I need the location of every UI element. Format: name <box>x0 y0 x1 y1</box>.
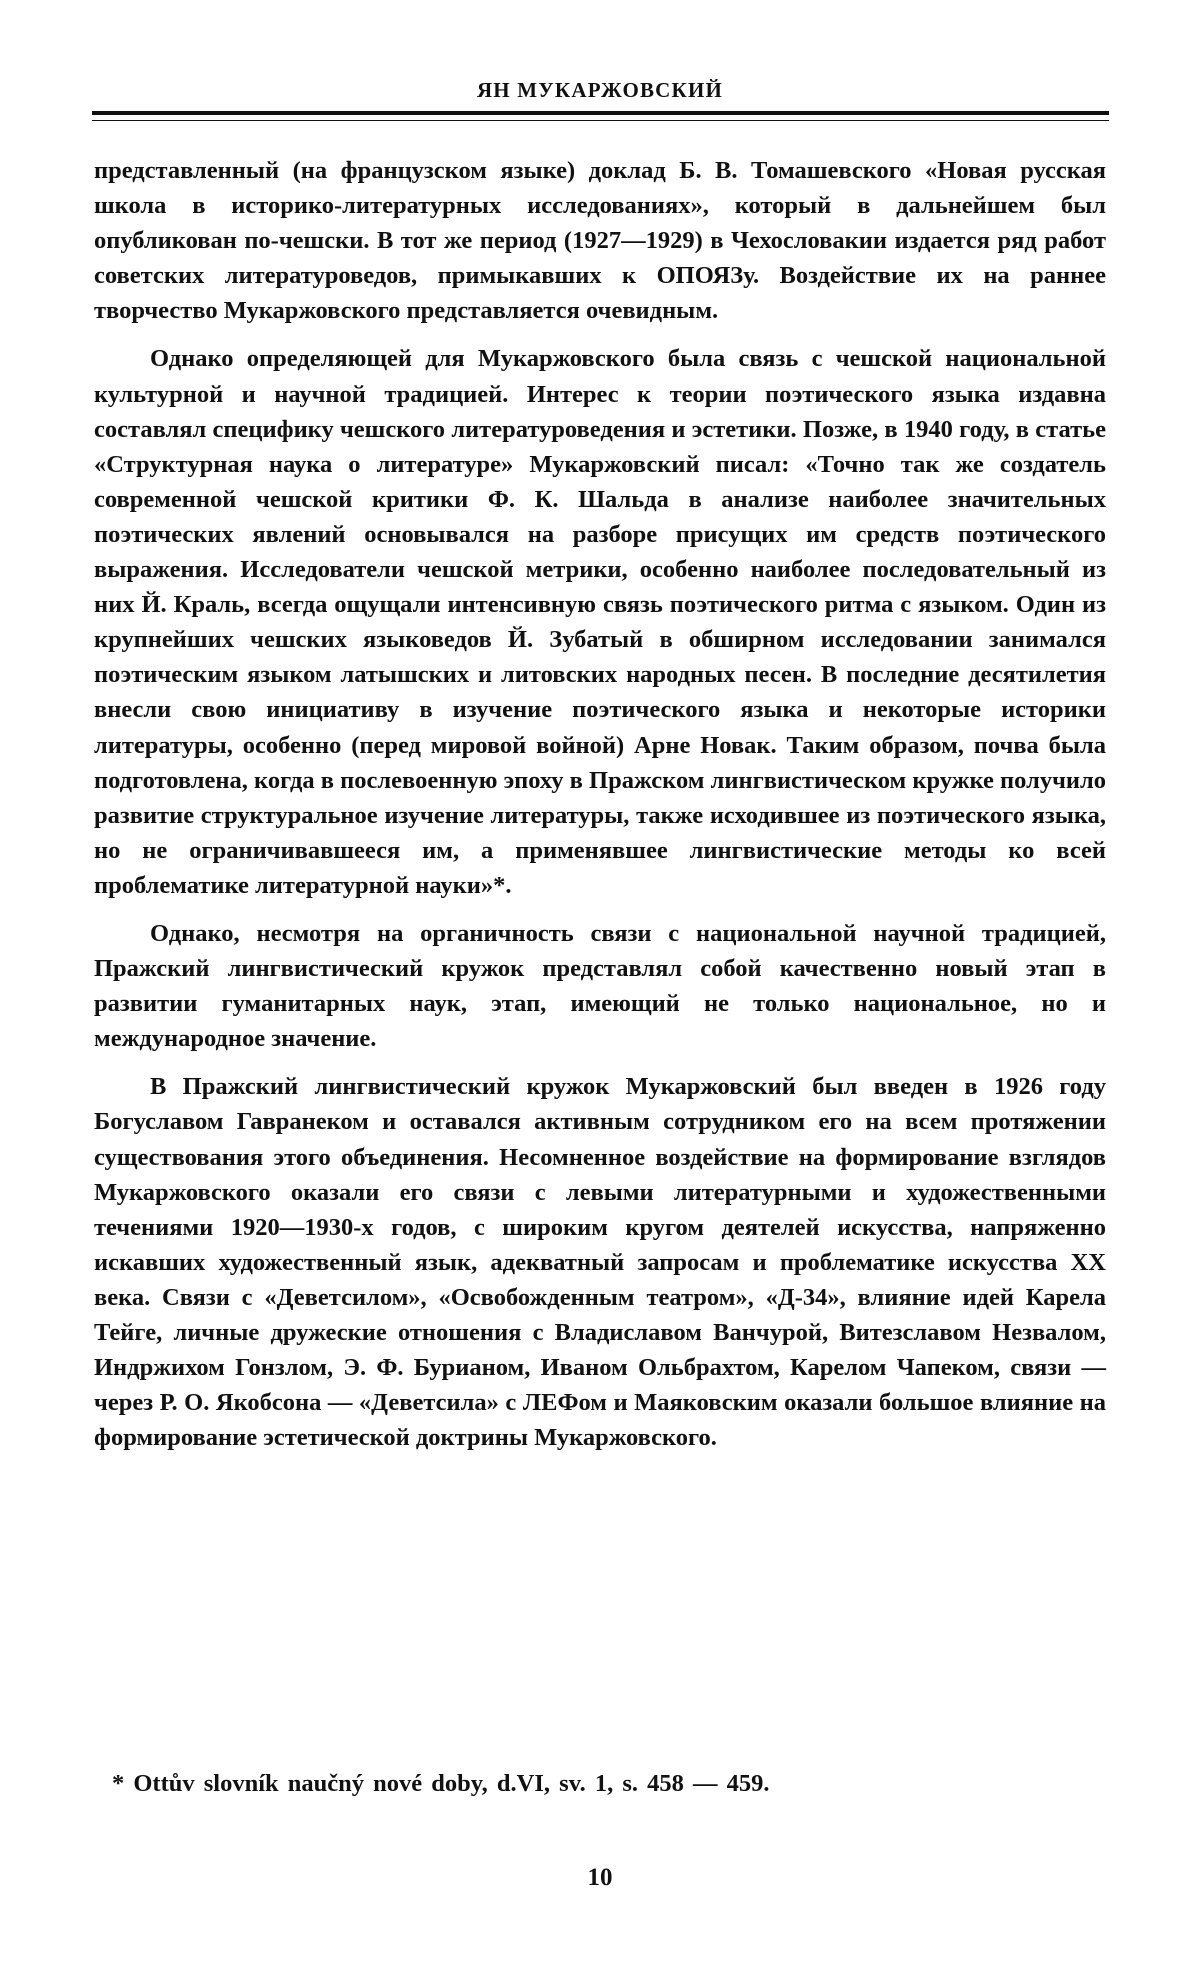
paragraph-continued: представленный (на французском языке) доклад Б. В. Томашевского «Новая русская школа в историко-литературных исследованиях», который в дальнейшем был опубликован по-чешски. В тот же период (1927—1929) в Чехословакии издается ряд работ советских литературоведов, примыкавших к ОПОЯЗу. Воздействие их на раннее творчество Мукаржовского представляется очевидным. <box>94 157 1106 325</box>
page-number: 10 <box>587 1864 613 1891</box>
paragraph: Однако определяющей для Мукаржовского была связь с чешской национальной культурной и научной традицией. Интерес к теории поэтического языка издавна составлял специфику чешского литературоведения и эстетики. Позже, в 1940 году, в статье «Структурная наука о литературе» Мукаржовский писал: «Точно так же создатель современной чешской критики Ф. К. Шальда в анализе наиболее значительных поэтических явлений основывался на разборе присущих им средств поэтического выражения. Исследователи чешской метрики, особенно наиболее последовательный из них Й. Краль, всегда ощущали интенсивную связь поэтического ритма с языком. Один из крупнейших чешских языковедов Й. Зубатый в обширном исследовании занимался поэтическим языком латышских и литовских народных песен. В последние десятилетия внесли свою инициативу в изучение поэтического языка и некоторые историки литературы, особенно (перед мировой войной) Арне Новак. Таким образом, почва была подготовлена, когда в послевоенную эпоху в Пражском лингвистическом кружке получило развитие структуральное изучение литературы, также исходившее из поэтического языка, но не ограничивавшееся им, а применявшее лингвистические методы ко всей проблематике литературной науки»*. <box>94 345 1106 899</box>
header-rule-thick <box>92 111 1109 115</box>
header-rule-thin <box>92 120 1109 121</box>
running-head: ЯН МУКАРЖОВСКИЙ <box>476 78 724 102</box>
paragraph: В Пражский лингвистический кружок Мукаржовский был введен в 1926 году Богуславом Гавранеком и оставался активным сотрудником его на всем протяжении существования этого объединения. Несомненное воздействие на формирование взглядов Мукаржовского оказали его связи с левыми литературными и художественными течениями 1920—1930-х годов, с широким кругом деятелей искусства, напряженно искавших художественный язык, адекватный запросам и проблематике искусства XX века. Связи с «Деветсилом», «Освобожденным театром», «Д-34», влияние идей Карела Тейге, личные дружеские отношения с Владиславом Ванчурой, Витезславом Незвалом, Индржихом Гонзлом, Э. Ф. Бурианом, Иваном Ольбрахтом, Карелом Чапеком, связи — через Р. О. Якобсона — «Деветсила» с ЛЕФом и Маяковским оказали большое влияние на формирование эстетической доктрины Мукаржовского. <box>94 1073 1106 1452</box>
footnote: * Ottův slovník naučný nové doby, d.VI, sv. 1, s. 458 — 459. <box>112 1770 770 1797</box>
body-text <box>94 153 1106 1468</box>
paragraph: Однако, несмотря на органичность связи с национальной научной традицией, Пражский лингвистический кружок представлял собой качественно новый этап в развитии гуманитарных наук, этап, имеющий не только национальное, но и международное значение. <box>94 919 1106 1053</box>
